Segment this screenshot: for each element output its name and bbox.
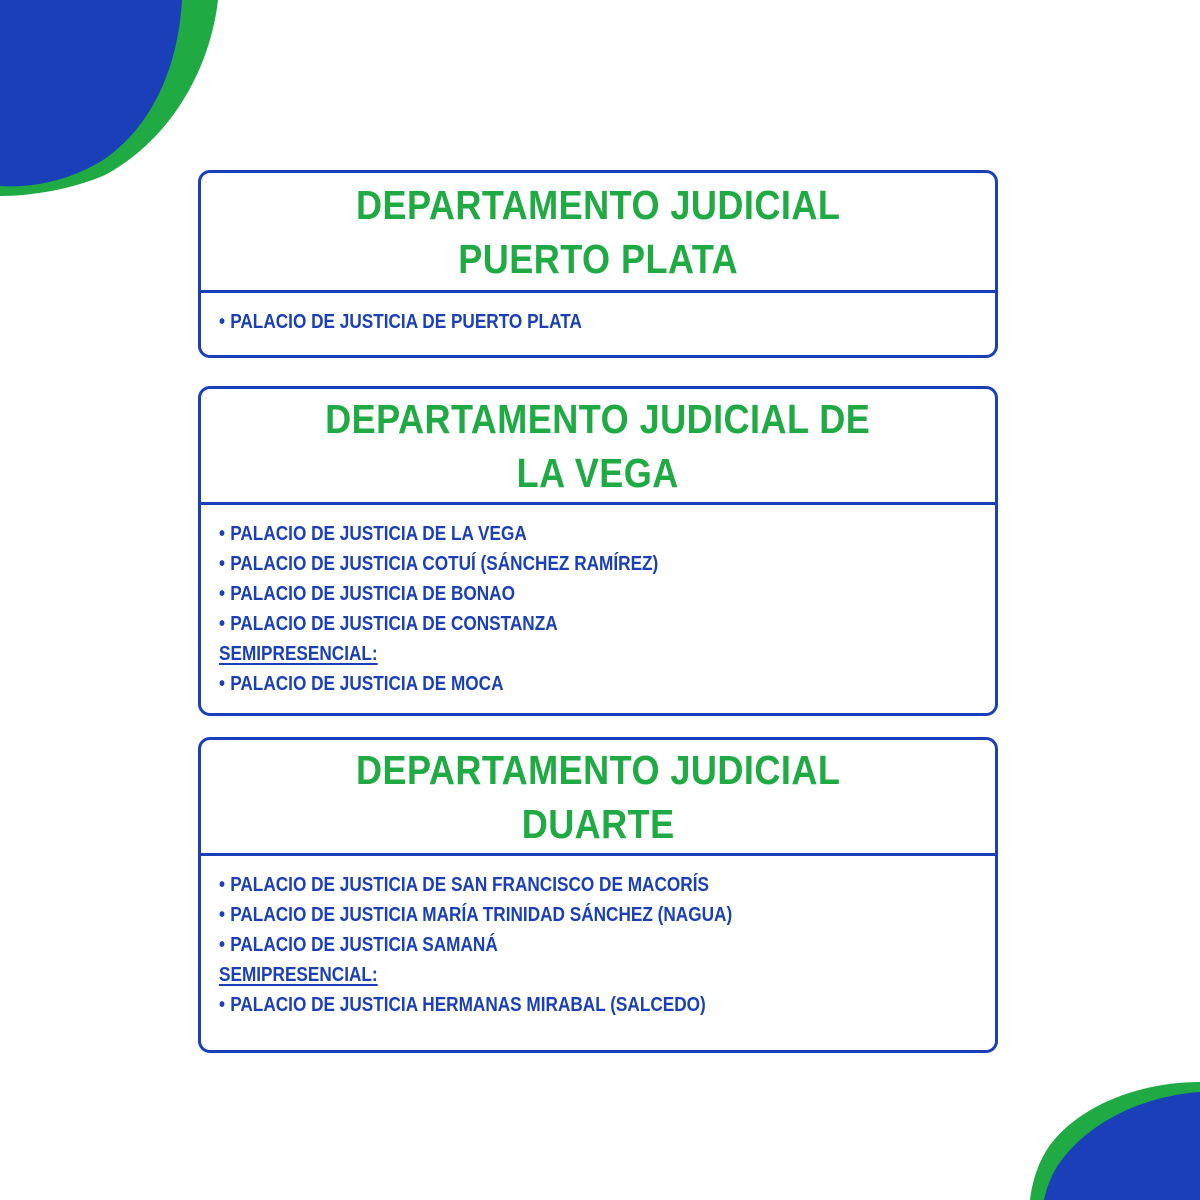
card-title-line: DEPARTAMENTO JUDICIAL — [355, 746, 841, 793]
card-title-line: DEPARTAMENTO JUDICIAL — [355, 181, 841, 228]
bullet-icon: • — [219, 874, 226, 896]
bullet-icon: • — [219, 583, 226, 605]
bullet-icon: • — [219, 613, 226, 635]
list-item-text: PALACIO DE JUSTICIA DE SAN FRANCISCO DE MACORÍS — [230, 874, 709, 896]
subheading-semipresencial: SEMIPRESENCIAL: — [219, 643, 378, 665]
list-item-text: PALACIO DE JUSTICIA COTUÍ (SÁNCHEZ RAMÍREZ) — [230, 553, 659, 575]
list-item-text: PALACIO DE JUSTICIA DE MOCA — [230, 673, 504, 695]
list-item-text: PALACIO DE JUSTICIA DE BONAO — [230, 583, 515, 605]
top-left-green-shape — [0, 0, 218, 196]
bullet-icon: • — [219, 934, 226, 956]
card-title — [325, 392, 870, 500]
list-item — [219, 519, 886, 549]
card-title-line: DEPARTAMENTO JUDICIAL DE — [325, 395, 871, 442]
card-body — [201, 293, 995, 337]
card-header — [201, 389, 995, 505]
list-item — [219, 930, 886, 960]
bullet-icon: • — [219, 994, 226, 1016]
list-item-text: PALACIO DE JUSTICIA MARÍA TRINIDAD SÁNCHEZ (NAGUA) — [230, 904, 733, 926]
bullet-icon: • — [219, 904, 226, 926]
list-item-text: PALACIO DE JUSTICIA DE PUERTO PLATA — [230, 311, 582, 333]
card-header — [201, 173, 995, 293]
card-body — [201, 505, 995, 699]
list-item — [219, 900, 886, 930]
card-title — [356, 743, 840, 851]
list-item — [219, 669, 886, 699]
bullet-icon: • — [219, 311, 226, 333]
list-item-text: PALACIO DE JUSTICIA SAMANÁ — [230, 934, 498, 956]
subheading-semipresencial: SEMIPRESENCIAL: — [219, 964, 378, 986]
bullet-icon: • — [219, 523, 226, 545]
card-title-line: LA VEGA — [516, 449, 680, 496]
list-item — [219, 307, 886, 337]
bottom-right-blue-shape — [1044, 1092, 1200, 1200]
bullet-icon: • — [219, 553, 226, 575]
card-la-vega — [198, 386, 998, 716]
list-item-text: PALACIO DE JUSTICIA HERMANAS MIRABAL (SALCEDO) — [230, 994, 706, 1016]
card-puerto-plata — [198, 170, 998, 358]
bottom-right-green-shape — [1030, 1082, 1200, 1200]
list-item — [219, 870, 886, 900]
card-title-line: DUARTE — [521, 800, 675, 847]
card-body — [201, 856, 995, 1020]
list-item — [219, 990, 886, 1020]
list-item — [219, 609, 886, 639]
card-duarte — [198, 737, 998, 1053]
list-item-text: PALACIO DE JUSTICIA DE CONSTANZA — [230, 613, 558, 635]
list-item-text: PALACIO DE JUSTICIA DE LA VEGA — [230, 523, 527, 545]
bullet-icon: • — [219, 673, 226, 695]
card-header — [201, 740, 995, 856]
list-item — [219, 549, 886, 579]
top-left-blue-shape — [0, 0, 182, 186]
list-item — [219, 579, 886, 609]
card-title-line: PUERTO PLATA — [458, 235, 738, 282]
card-title — [356, 178, 840, 286]
